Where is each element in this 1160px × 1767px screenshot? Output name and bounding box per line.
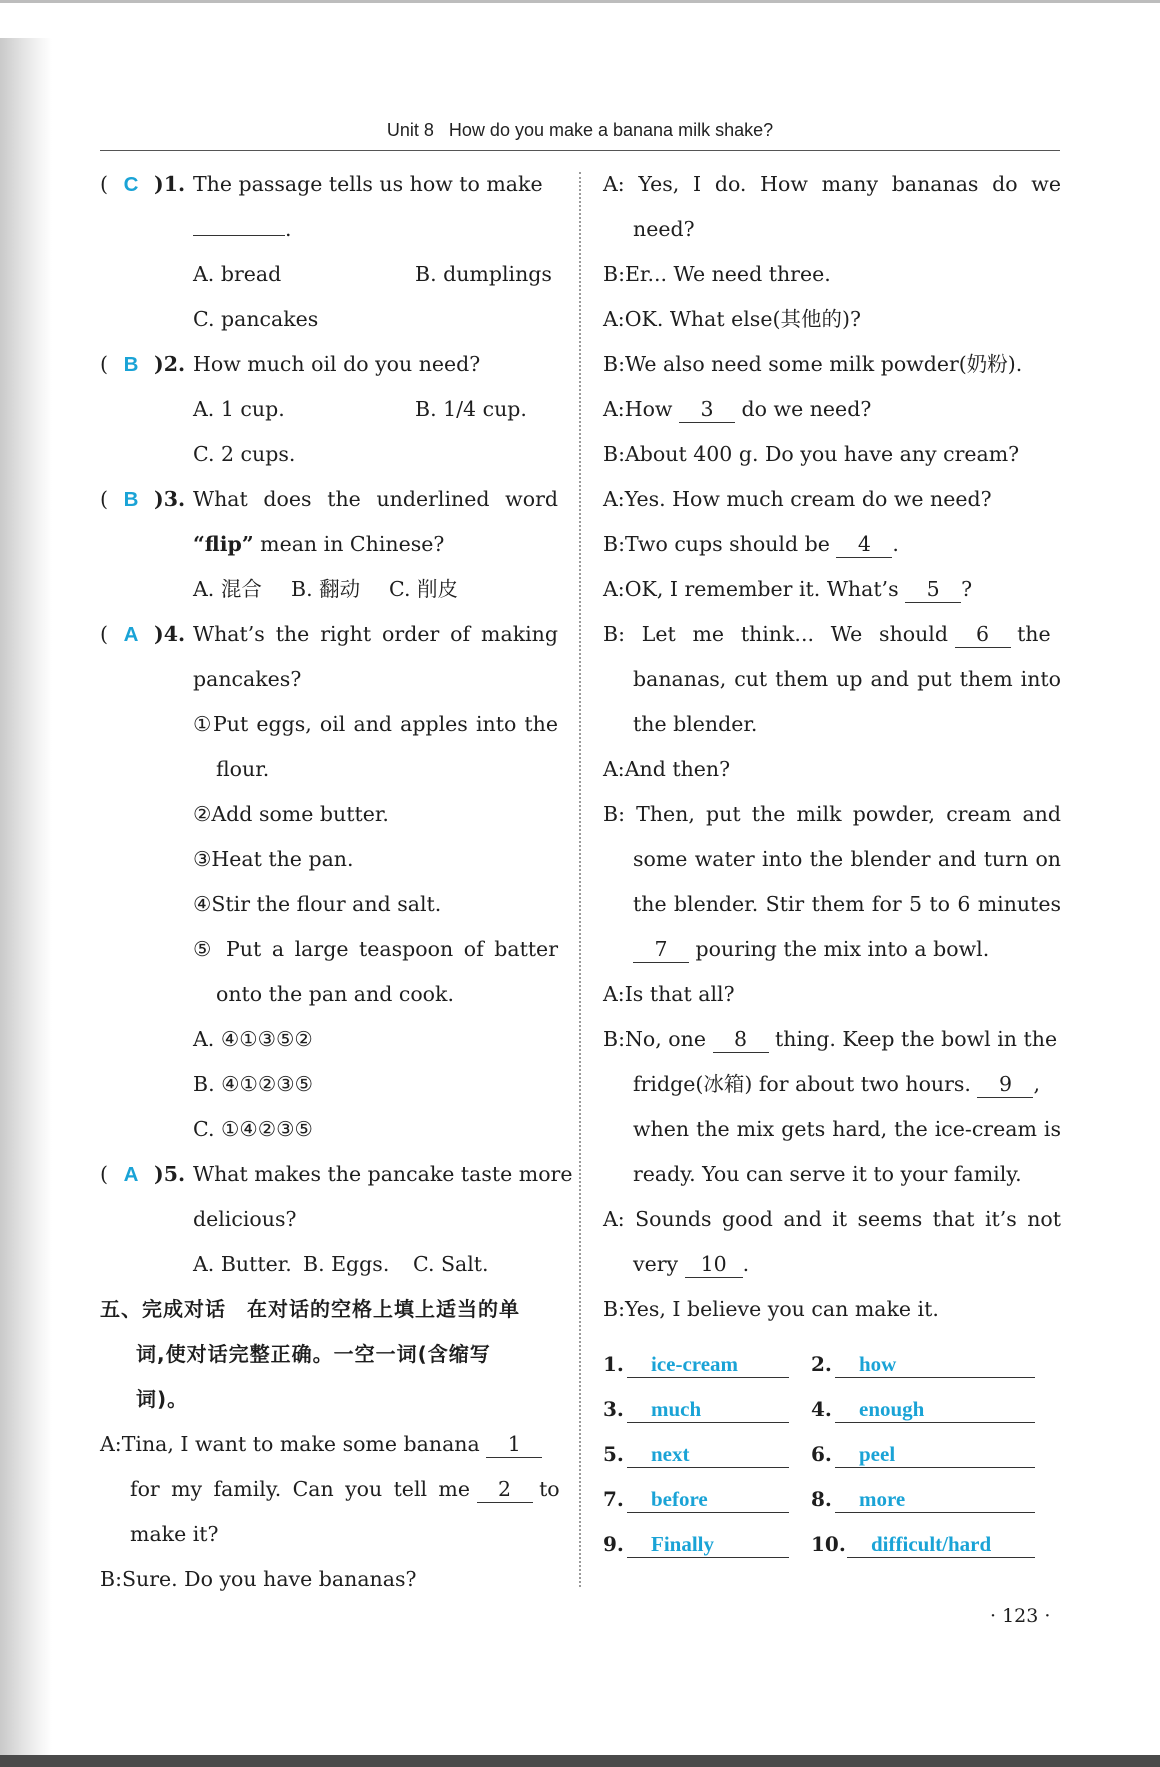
dialogue-line: bananas, cut them up and put them into xyxy=(633,667,1061,691)
q5-answer: A xyxy=(123,1163,139,1186)
q4-line: ( A )4. What’s the right order of making xyxy=(100,612,558,657)
q4-option-b: B. ④①②③⑤ xyxy=(193,1072,313,1096)
q1-blank-line: . xyxy=(100,207,558,252)
q1-line: ( C )1. The passage tells us how to make xyxy=(100,162,558,207)
q3-option-a: A. 混合 xyxy=(193,577,262,601)
q3-line: ( B )3. What does the underlined word xyxy=(100,477,558,522)
dialogue-line: B:We also need some milk powder(奶粉). xyxy=(603,352,1023,376)
dialogue-line: B:Two cups should be 4 . xyxy=(603,532,899,556)
blank-7: 7 xyxy=(633,936,689,963)
blank-2: 2 xyxy=(477,1476,533,1503)
q2-option-a: A. 1 cup. xyxy=(193,397,285,421)
dialogue-line: B:Yes, I believe you can make it. xyxy=(603,1297,939,1321)
dialogue-line: B:Sure. Do you have bananas? xyxy=(100,1567,417,1591)
answer-row: 3. much 4. enough xyxy=(603,1385,1063,1430)
top-edge xyxy=(0,0,1160,3)
dialogue-line: some water into the blender and turn on xyxy=(633,847,1061,871)
q2-answer: B xyxy=(123,353,139,376)
dialogue-line: very 10 . xyxy=(633,1252,750,1276)
column-divider xyxy=(579,172,581,1587)
q4-text: What’s the right order of making xyxy=(193,622,558,646)
blank-3: 3 xyxy=(679,396,735,423)
dialogue-line: ready. You can serve it to your family. xyxy=(633,1162,1022,1186)
q4-number: )4. xyxy=(154,622,186,646)
q4-step: onto the pan and cook. xyxy=(216,982,454,1006)
q3-text: What does the underlined word xyxy=(193,487,558,511)
q4-step: flour. xyxy=(216,757,270,781)
q1-option-a: A. bread xyxy=(193,262,282,286)
dialogue-line: the blender. Stir them for 5 to 6 minutes xyxy=(633,892,1061,916)
q2-option-b: B. 1/4 cup. xyxy=(415,397,527,421)
dialogue-line: make it? xyxy=(130,1522,219,1546)
dialogue-line: B: Then, put the milk powder, cream and xyxy=(603,802,1061,826)
header-rule xyxy=(100,150,1060,151)
q3-line-2 xyxy=(100,522,558,567)
q2-options xyxy=(100,387,558,432)
q3-number: )3. xyxy=(154,487,186,511)
q2-option-c: C. 2 cups. xyxy=(193,442,296,466)
dialogue-line: A:And then? xyxy=(603,757,731,781)
q5-options: A. Butter. B. Eggs. C. Salt. xyxy=(193,1252,489,1276)
q4-step: ①Put eggs, oil and apples into the xyxy=(193,712,558,736)
book-spine-shadow xyxy=(0,38,52,1755)
dialogue-line: when the mix gets hard, the ice-cream is xyxy=(633,1117,1061,1141)
blank-9: 9 xyxy=(977,1071,1033,1098)
q1-option-c: C. pancakes xyxy=(193,307,319,331)
running-header xyxy=(100,120,1060,141)
q5-number: )5. xyxy=(154,1162,186,1186)
q2-number: )2. xyxy=(154,352,186,376)
dialogue-line: the blender. xyxy=(633,712,758,736)
dialogue-line: A: Sounds good and it seems that it’s not xyxy=(603,1207,1061,1231)
dialogue-line: need? xyxy=(633,217,695,241)
q3-word: “flip” xyxy=(193,532,254,556)
q4-line-2: pancakes? xyxy=(193,667,302,691)
dialogue-line: B: Let me think... We should 6 the xyxy=(603,622,1051,646)
answer-row: 9. Finally 10. difficult/hard xyxy=(603,1520,1063,1565)
q1-answer: C xyxy=(123,173,139,196)
blank-1: 1 xyxy=(486,1431,542,1458)
answer-row: 5. next 6. peel xyxy=(603,1430,1063,1475)
page-number: · 123 · xyxy=(990,1605,1051,1627)
right-column xyxy=(603,162,1061,1332)
q3-options xyxy=(100,567,558,612)
q4-step: ⑤ Put a large teaspoon of batter xyxy=(193,937,558,961)
dialogue-line: A:OK, I remember it. What’s 5 ? xyxy=(603,577,973,601)
q2-text: How much oil do you need? xyxy=(193,352,481,376)
q2-line: ( B )2. How much oil do you need? xyxy=(100,342,558,387)
blank-10: 10 xyxy=(685,1251,743,1278)
q4-answer: A xyxy=(123,623,139,646)
answer-grid xyxy=(603,1340,1063,1565)
dialogue-line: A:How 3 do we need? xyxy=(603,397,872,421)
left-column xyxy=(100,162,573,1602)
dialogue-line: B:Er... We need three. xyxy=(603,262,831,286)
dialogue-line: fridge(冰箱) for about two hours. 9 , xyxy=(633,1072,1041,1096)
q3-text-2: mean in Chinese? xyxy=(260,532,445,556)
q1-options xyxy=(100,252,558,297)
dialogue-line: B:About 400 g. Do you have any cream? xyxy=(603,442,1020,466)
dialogue-line: A:Yes. How much cream do we need? xyxy=(603,487,992,511)
dialogue-line: 7 pouring the mix into a bowl. xyxy=(603,927,1061,972)
q4-option-c: C. ①④②③⑤ xyxy=(193,1117,313,1141)
answer-row: 1. ice-cream 2. how xyxy=(603,1340,1063,1385)
q2-options-2 xyxy=(100,432,558,477)
blank-8: 8 xyxy=(713,1026,769,1053)
section5-heading: 五、完成对话 在对话的空格上填上适当的单 xyxy=(100,1297,520,1321)
dialogue-line: for my family. Can you tell me 2 to xyxy=(130,1477,560,1501)
q1-number: )1. xyxy=(154,172,186,196)
unit-label: Unit 8 xyxy=(386,120,434,140)
q1-text: The passage tells us how to make xyxy=(193,172,543,196)
q5-text: What makes the pancake taste more xyxy=(193,1162,573,1186)
q1-blank xyxy=(193,215,285,236)
answer-row: 7. before 8. more xyxy=(603,1475,1063,1520)
section5-heading-2: 词,使对话完整正确。一空一词(含缩写 xyxy=(136,1342,491,1366)
dialogue-line: A:Is that all? xyxy=(603,982,735,1006)
q5-line-2: delicious? xyxy=(193,1207,297,1231)
q4-step: ④Stir the flour and salt. xyxy=(193,892,442,916)
q4-step: ②Add some butter. xyxy=(193,802,389,826)
section5-heading-3: 词)。 xyxy=(136,1387,189,1411)
bottom-edge xyxy=(0,1755,1160,1767)
dialogue-line: A: Yes, I do. How many bananas do we xyxy=(603,172,1061,196)
q3-option-b: B. 翻动 xyxy=(291,577,361,601)
q1-option-b: B. dumplings xyxy=(415,262,552,286)
blank-6: 6 xyxy=(955,621,1011,648)
dialogue-line: A:Tina, I want to make some banana 1 xyxy=(100,1422,558,1467)
q4-option-a: A. ④①③⑤② xyxy=(193,1027,313,1051)
q5-line: ( A )5. What makes the pancake taste more xyxy=(100,1152,558,1197)
dialogue-line: A:OK. What else(其他的)? xyxy=(603,307,861,331)
q1-options-2 xyxy=(100,297,558,342)
q3-answer: B xyxy=(123,488,139,511)
unit-title: How do you make a banana milk shake? xyxy=(448,120,774,140)
q3-option-c: C. 削皮 xyxy=(389,577,458,601)
dialogue-line: B:No, one 8 thing. Keep the bowl in the xyxy=(603,1027,1058,1051)
blank-5: 5 xyxy=(905,576,961,603)
q4-step: ③Heat the pan. xyxy=(193,847,354,871)
blank-4: 4 xyxy=(836,531,892,558)
